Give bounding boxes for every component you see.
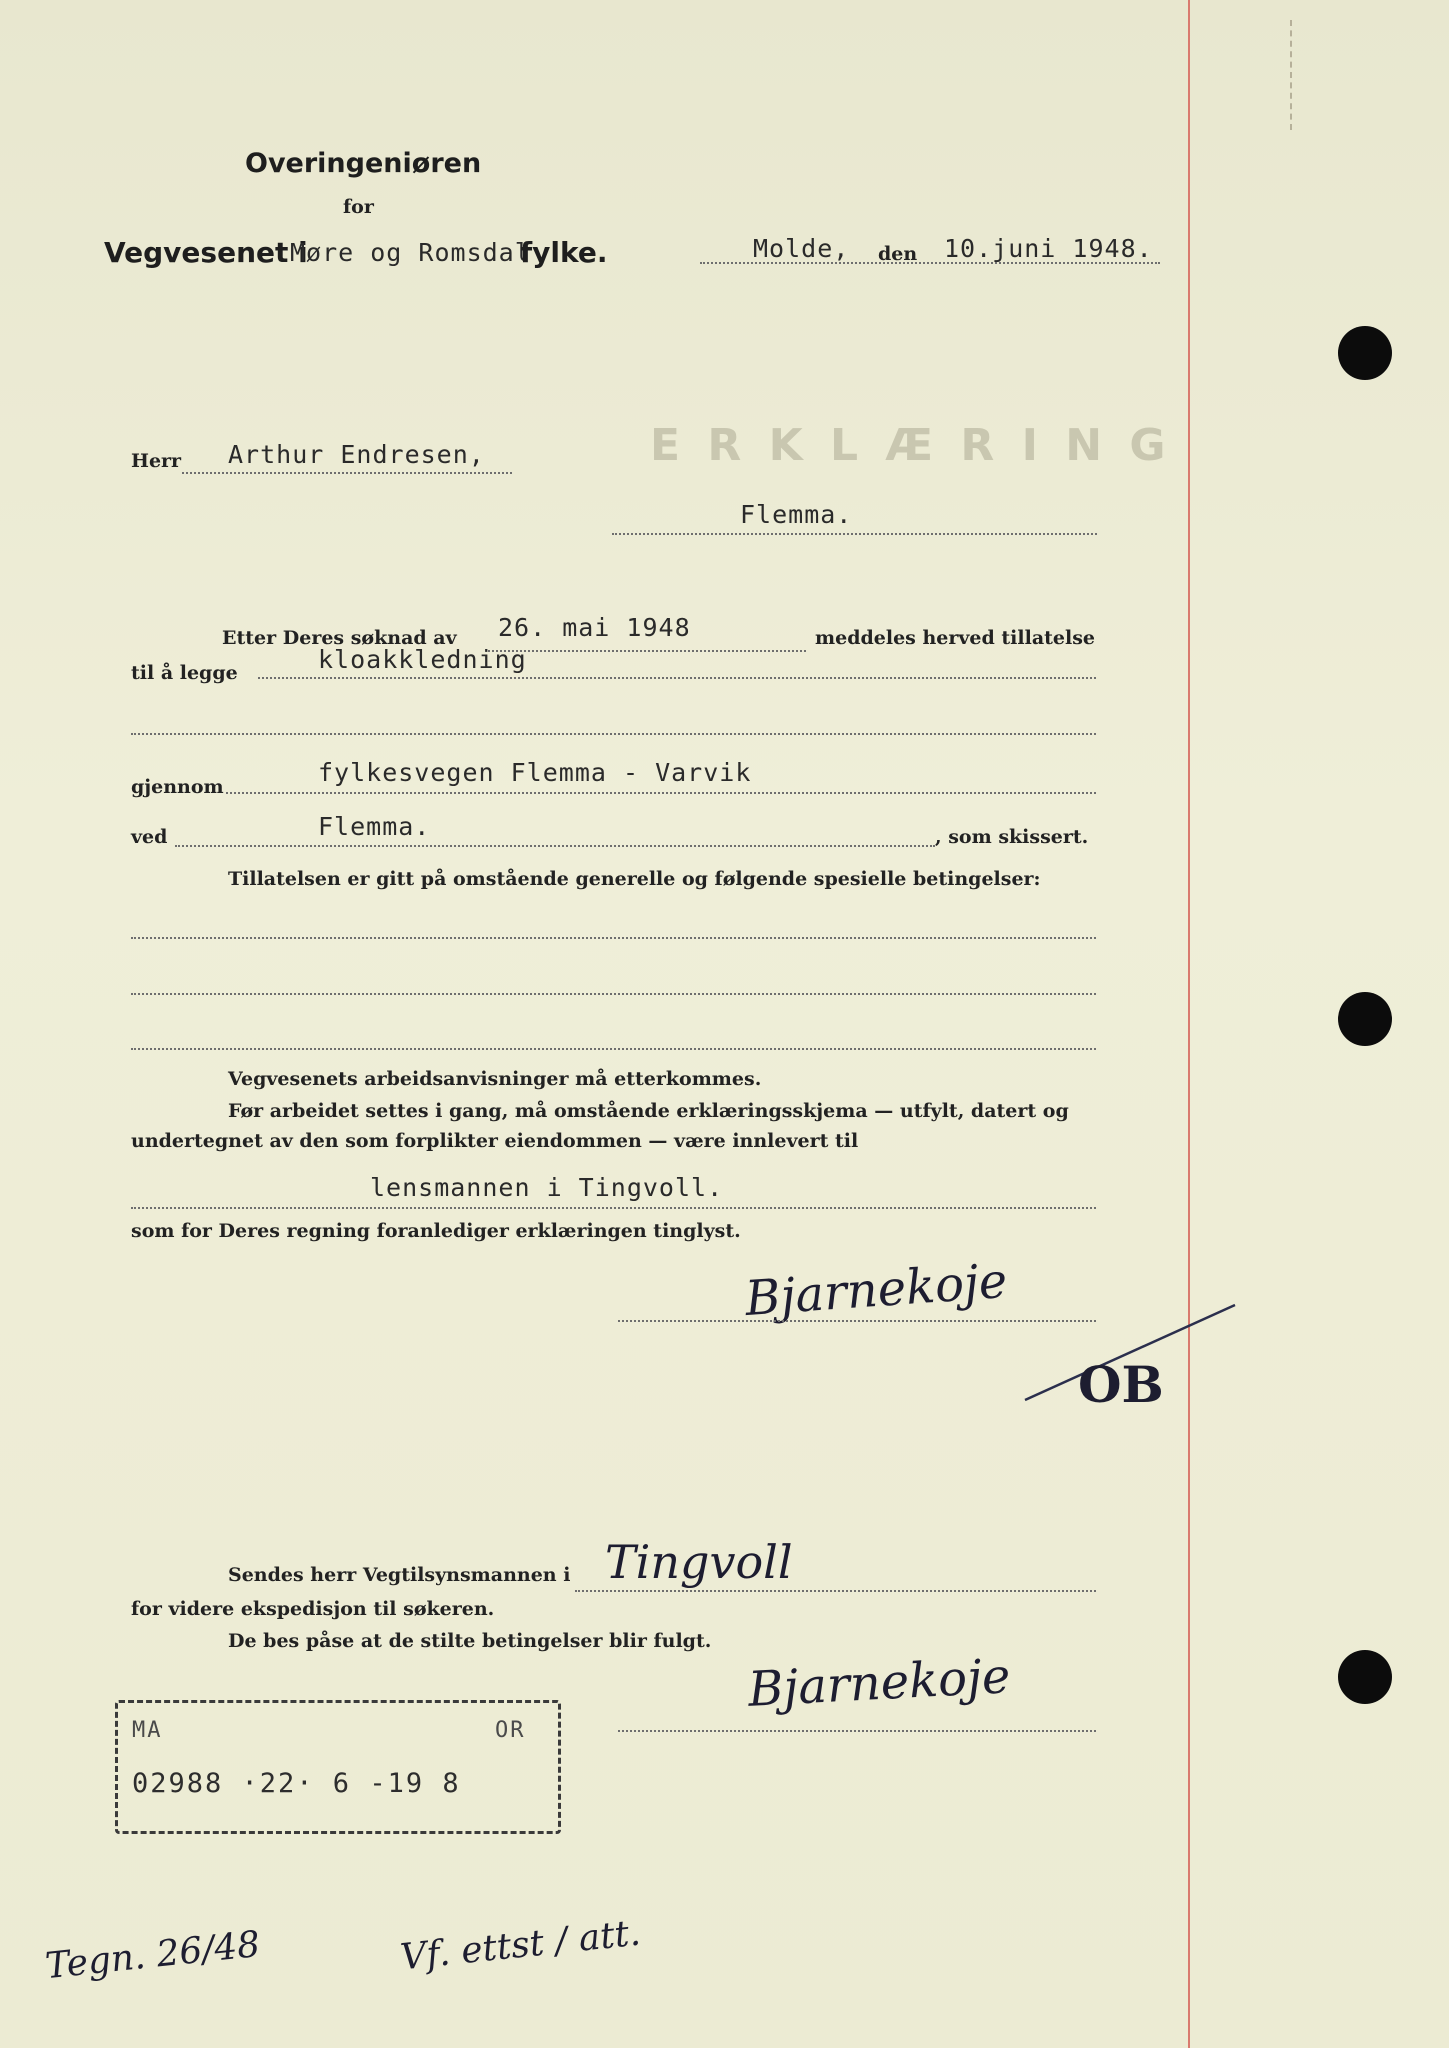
stamp-line-1-end: OR [495,1718,526,1743]
lay-line [258,677,1096,679]
conditions-text: Tillatelsen er gitt på omstående generelle og følgende spesielle betingelser: [228,868,1041,890]
lay-label: til å legge [131,662,238,684]
county-typed: Møre og Romsdal [290,238,531,267]
through-label: gjennom [131,776,224,798]
stamp-line-1: MA [132,1718,163,1743]
handwritten-note-left: Tegn. 26/48 [43,1923,262,1988]
office-for: for [343,196,374,218]
red-margin-line [1188,0,1190,2048]
salutation: Herr [131,450,182,472]
instructions-line-1: Vegvesenets arbeidsanvisninger må etterkommes. [228,1068,762,1090]
deliver-to: lensmannen i Tingvoll. [370,1173,724,1202]
recipient-name-line [182,472,512,474]
forwarding-line [575,1590,1096,1592]
handwritten-note-right: Vf. ettst / att. [398,1912,643,1979]
office-suffix: fylke. [520,236,608,269]
forwarding-line-2: for videre ekspedisjon til søkeren. [131,1598,495,1620]
forwarding-handwritten-place: Tingvoll [605,1535,793,1589]
office-prefix: Vegvesenet i [104,236,308,269]
at-label: ved [131,826,168,848]
through-line [226,792,1096,794]
application-date-line [488,650,806,652]
signature-2-line [618,1730,1096,1732]
date-typed: 10.juni 1948. [944,234,1153,263]
punch-hole-middle [1338,992,1392,1046]
forwarding-line-3: De bes påse at de stilte betingelser blir fulgt. [228,1630,712,1652]
instructions-line-2: Før arbeidet settes i gang, må omstående erklæringsskjema — utfylt, datert og [228,1100,1069,1122]
bleed-through-heading: E R K L Æ R I N G [650,420,1172,471]
registration-text: som for Deres regning foranlediger erklæringen tinglyst. [131,1220,741,1242]
application-prefix: Etter Deres søknad av [222,627,457,649]
initials: OB [1078,1355,1164,1414]
application-suffix: meddeles herved tillatelse [815,627,1096,649]
conditions-line-3 [131,1048,1096,1050]
lay-line-2 [131,733,1096,735]
office-title: Overingeniøren [245,148,482,179]
conditions-line-2 [131,993,1096,995]
application-date: 26. mai 1948 [498,613,691,642]
recipient-name: Arthur Endresen, [228,440,485,469]
lay-value: kloakkledning [318,645,527,674]
through-value: fylkesvegen Flemma - Varvik [318,758,752,787]
forwarding-line-1: Sendes herr Vegtilsynsmannen i [228,1564,571,1586]
at-value: Flemma. [318,812,431,841]
recipient-place-line [612,533,1097,535]
instructions-line-3: undertegnet av den som forplikter eiendommen — være innlevert til [131,1130,859,1152]
punch-hole-bottom [1338,1650,1392,1704]
conditions-line-1 [131,937,1096,939]
place-typed: Molde, [753,234,850,263]
stamp-line-2: 02988 ·22· 6 -19 8 [132,1768,461,1799]
date-label: den [878,243,918,265]
signature-2: Bjarnekoje [746,1648,1012,1718]
at-suffix: , som skissert. [935,826,1089,848]
deliver-to-line [131,1207,1096,1209]
edge-marks [1290,20,1352,130]
at-line [175,845,935,847]
recipient-place: Flemma. [740,500,853,529]
signature-1: Bjarnekoje [743,1252,1009,1328]
punch-hole-top [1338,326,1392,380]
